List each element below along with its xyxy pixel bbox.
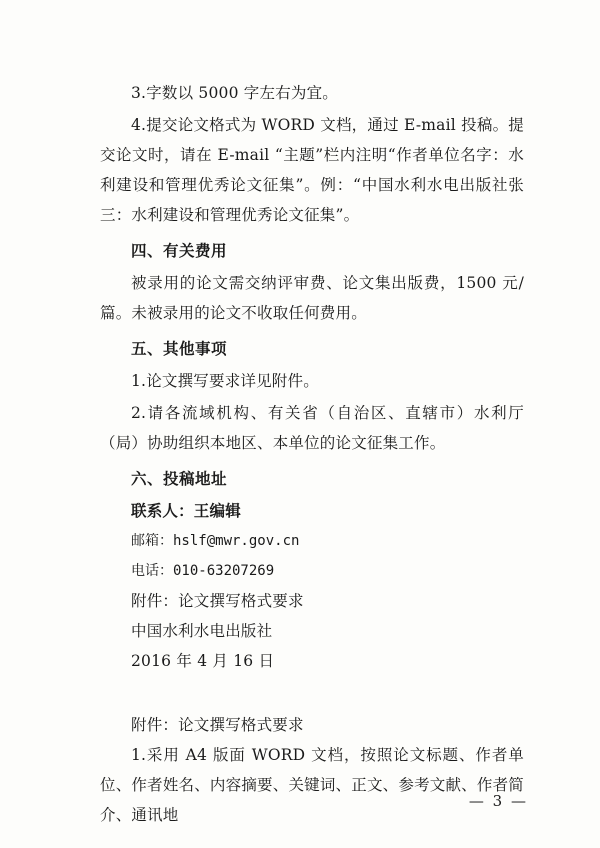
contact-email: 邮箱：hslf@mwr.gov.cn: [131, 533, 300, 549]
page-number: — 3 —: [468, 792, 528, 810]
section-spacer: [100, 676, 524, 710]
document-date: 2016 年 4 月 16 日: [131, 652, 275, 670]
section-heading-submission-address: 六、投稿地址: [131, 470, 228, 488]
section-heading-fees: 四、有关费用: [131, 242, 228, 260]
section-heading-other-matters: 五、其他事项: [131, 340, 228, 358]
paragraph-attachment-item-1: 1.采用 A4 版面 WORD 文档，按照论文标题、作者单位、作者姓名、内容摘要、关键词、正文、参考文献、作者简介、通讯地: [100, 746, 524, 824]
paragraph-item-3: 3.字数以 5000 字左右为宜。: [131, 84, 338, 102]
contact-person: 联系人：王编辑: [131, 502, 241, 520]
paragraph-fees-body: 被录用的论文需交纳评审费、论文集出版费，1500 元/篇。未被录用的论文不收取任何费用。: [100, 274, 524, 322]
contact-phone: 电话：010-63207269: [131, 563, 275, 579]
paragraph-other-item-2: 2.请各流域机构、有关省（自治区、直辖市）水利厅（局）协助组织本地区、本单位的论文征集工作。: [100, 404, 524, 452]
paragraph-item-4: 4.提交论文格式为 WORD 文档，通过 E-mail 投稿。提交论文时，请在 E-mail “主题”栏内注明“作者单位名字：水利建设和管理优秀论文征集”。例：“中国水利水电出版社张三：水利建设和管理优秀论文征集”。: [100, 116, 524, 224]
publisher-name: 中国水利水电出版社: [131, 622, 273, 640]
document-body: [100, 78, 524, 832]
paragraph-other-item-1: 1.论文撰写要求详见附件。: [131, 372, 319, 390]
attachment-title: 附件：论文撰写格式要求: [131, 716, 304, 734]
attachment-note: 附件：论文撰写格式要求: [131, 592, 304, 610]
